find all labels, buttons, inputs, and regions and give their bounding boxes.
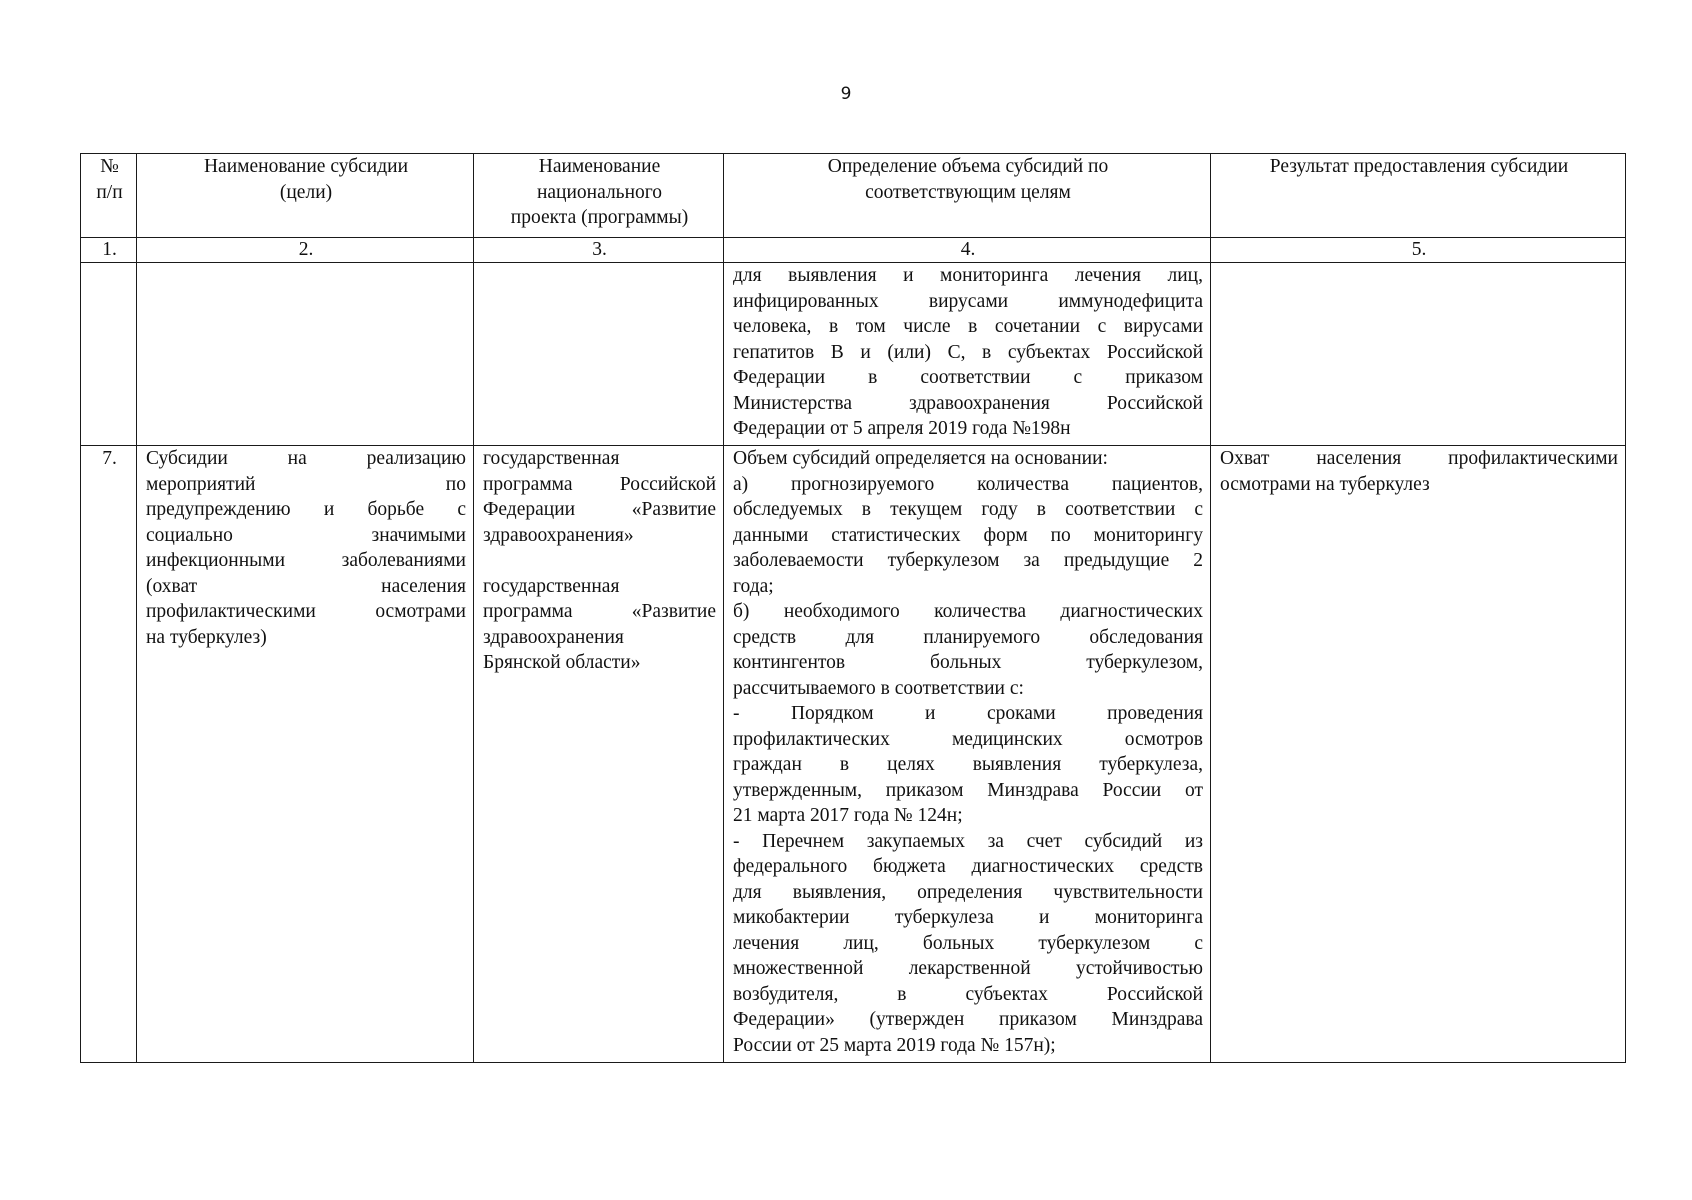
cell-text-line: обследуемых в текущем году в соответствии с [733,499,1203,520]
cell-text-line: мероприятий по [146,473,466,495]
row7-subsidy-name [137,446,474,1063]
cell-text-line: (охват населения [146,575,466,597]
cell-text-line: профилактическими осмотрами [146,601,466,622]
header-national-project [474,154,724,238]
header-subsidy-result [1211,154,1626,238]
cell-text-line: Наименование субсидии [203,156,409,177]
cell-text-line: национального [536,181,663,203]
cell-text-line: Федерации «Развитие [483,499,716,520]
cell-text-line: Определение объема субсидий по [827,156,1109,177]
cell-text-line: Наименование [538,156,661,177]
cell-text-line: программа «Развитие [483,601,716,622]
column-numbering-row [81,238,1626,263]
column-number-2: 2. [137,238,474,263]
cell-text-line: - Перечнем закупаемых за счет субсидий из [733,830,1203,852]
cell-text-line: Результат предоставления субсидии [1269,156,1569,177]
continuation-number-cell [81,263,137,446]
cell-text-line: контингентов больных туберкулезом, [733,652,1203,673]
row7-program-federal [483,446,716,548]
cell-text-line: Министерства здравоохранения Российской [733,392,1203,414]
cell-text-line: осмотрами на туберкулез [1220,473,1430,495]
cell-text-line: п/п [96,181,123,203]
cell-text-line: государственная [483,448,620,469]
cell-text-line: здравоохранения [483,626,624,648]
cell-text-line: Субсидии на реализацию [146,448,466,469]
table-header-row [81,154,1626,238]
cell-text-line: проекта (программы) [510,207,689,228]
continuation-subsidy-cell [137,263,474,446]
cell-text-line: Объем субсидий определяется на основании: [733,448,1108,469]
subsidy-table [80,153,1626,1063]
cell-text-line: федерального бюджета диагностических средств [733,856,1203,877]
cell-text-line: б) необходимого количества диагностических [733,601,1203,622]
cell-text-line: Федерации от 5 апреля 2019 года №198н [733,418,1071,439]
cell-text-line: инфекционными заболеваниями [146,550,466,571]
cell-text-line: Федерации» (утвержден приказом Минздрава [733,1009,1203,1030]
row7-programs [474,446,724,1063]
cell-text-line: для выявления, определения чувствительности [733,881,1203,903]
cell-text-line: программа Российской [483,473,716,495]
cell-text-line: для выявления и мониторинга лечения лиц, [733,265,1203,286]
cell-text-line: Охват населения профилактическими [1220,448,1618,469]
continuation-row [81,263,1626,446]
column-number-4: 4. [724,238,1211,263]
cell-text-line: лечения лиц, больных туберкулезом с [733,932,1203,954]
cell-text-line: человека, в том числе в сочетании с вирусами [733,316,1203,337]
cell-text-line: государственная [483,575,620,597]
continuation-result-cell [1211,263,1626,446]
cell-text-line: соответствующим целям [865,181,1071,203]
page-number: 9 [840,84,852,104]
cell-text-line: утвержденным, приказом Минздрава России от [733,779,1203,801]
header-subsidy-volume [724,154,1211,238]
column-number-1: 1. [81,238,137,263]
cell-text-line: возбудителя, в субъектах Российской [733,983,1203,1005]
cell-text-line: Брянской области» [483,652,641,673]
header-number [81,154,137,238]
continuation-project-cell [474,263,724,446]
continuation-volume-cell [724,263,1211,446]
cell-text-line: рассчитываемого в соответствии с: [733,677,1024,699]
row7-program-regional [483,574,716,676]
row7-volume-definition [724,446,1211,1063]
cell-text-line: граждан в целях выявления туберкулеза, [733,754,1203,775]
cell-text-line: данными статистических форм по мониторингу [733,524,1203,546]
cell-text-line: предупреждению и борьбе с [146,499,466,520]
cell-text-line: инфицированных вирусами иммунодефицита [733,290,1203,312]
cell-text-line: профилактических медицинских осмотров [733,728,1203,750]
cell-text-line: Федерации в соответствии с приказом [733,367,1203,388]
cell-text-line: заболеваемости туберкулезом за предыдущие 2 [733,550,1203,571]
cell-text-line: здравоохранения» [483,524,634,546]
cell-text-line: множественной лекарственной устойчивостью [733,958,1203,979]
cell-text-line: средств для планируемого обследования [733,626,1203,648]
cell-text-line: России от 25 марта 2019 года № 157н); [733,1034,1056,1056]
cell-text-line: года; [733,575,774,597]
column-number-3: 3. [474,238,724,263]
row7-number: 7. [81,446,137,1063]
column-number-5: 5. [1211,238,1626,263]
cell-text-line: 21 марта 2017 года № 124н; [733,805,963,826]
row7-result [1211,446,1626,1063]
cell-text-line: (цели) [279,181,333,203]
header-subsidy-name [137,154,474,238]
cell-text-line: - Порядком и сроками проведения [733,703,1203,724]
cell-text-line: гепатитов В и (или) С, в субъектах Российской [733,341,1203,363]
cell-text-line: социально значимыми [146,524,466,546]
table-row-7 [81,446,1626,1063]
cell-text-line: а) прогнозируемого количества пациентов, [733,473,1203,495]
cell-text-line: № [100,156,119,177]
cell-text-line: на туберкулез) [146,626,267,648]
cell-text-line: микобактерии туберкулеза и мониторинга [733,907,1203,928]
